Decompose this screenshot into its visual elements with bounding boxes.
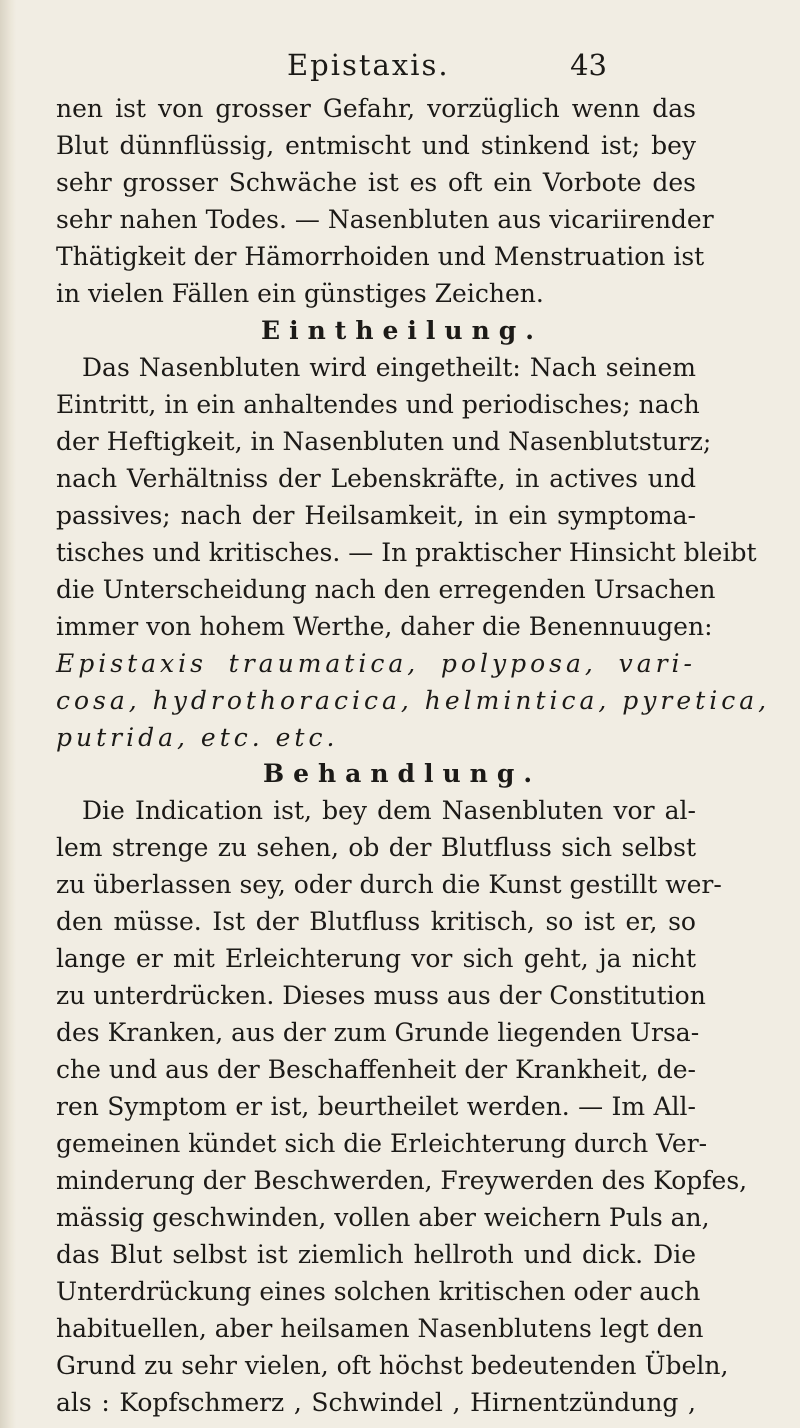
text-line: Das Nasenbluten wird eingetheilt: Nach seinem (82, 353, 696, 382)
text-line: Thätigkeit der Hämorrhoiden und Menstruation ist (56, 242, 705, 271)
text-line: immer von hohem Werthe, daher die Benennuugen: (56, 612, 713, 641)
text-line-italic: cosa, hydrothoracica, helmintica, pyretica, (56, 686, 771, 715)
section-heading-eintheilung: Eintheilung. (261, 316, 543, 345)
text-line: habituellen, aber heilsamen Nasenblutens legt den (56, 1314, 704, 1343)
text-line: lange er mit Erleichterung vor sich geht, ja nicht (56, 944, 696, 973)
text-line: tisches und kritisches. — In praktischer Hinsicht bleibt (56, 538, 757, 567)
text-line: minderung der Beschwerden, Freywerden des Kopfes, (56, 1166, 748, 1195)
text-line: den müsse. Ist der Blutfluss kritisch, so ist er, so (56, 907, 696, 936)
text-line: nach Verhältniss der Lebenskräfte, in actives und (56, 464, 696, 493)
text-line: nen ist von grosser Gefahr, vorzüglich wenn das (56, 94, 696, 123)
text-line: das Blut selbst ist ziemlich hellroth und dick. Die (56, 1240, 696, 1269)
section-heading-behandlung: Behandlung. (262, 759, 542, 788)
text-line: passives; nach der Heilsamkeit, in ein symptoma- (56, 501, 696, 530)
text-line: die Unterscheidung nach den erregenden Ursachen (56, 575, 716, 604)
text-line: mässig geschwinden, vollen aber weichern Puls an, (56, 1203, 710, 1232)
text-line: als : Kopfschmerz , Schwindel , Hirnentzündung , (56, 1388, 696, 1417)
text-line-italic: putrida, etc. etc. (56, 723, 339, 752)
text-line: Die Indication ist, bey dem Nasenbluten vor al- (82, 796, 696, 825)
text-line: zu überlassen sey, oder durch die Kunst gestillt wer- (56, 870, 722, 899)
running-title: Epistaxis. (287, 48, 450, 82)
text-line: ren Symptom er ist, beurtheilet werden. — Im All- (56, 1092, 696, 1121)
text-line-italic: Epistaxis traumatica, polyposa, vari- (56, 649, 696, 678)
text-line: des Kranken, aus der zum Grunde liegenden Ursa- (56, 1018, 700, 1047)
text-line: lem strenge zu sehen, ob der Blutfluss sich selbst (56, 833, 696, 862)
text-line: in vielen Fällen ein günstiges Zeichen. (56, 279, 544, 308)
text-line: Blut dünnflüssig, entmischt und stinkend ist; bey (56, 131, 696, 160)
running-header (287, 48, 607, 88)
text-line: sehr nahen Todes. — Nasenbluten aus vicariirender (56, 205, 714, 234)
text-line: Grund zu sehr vielen, oft höchst bedeutenden Übeln, (56, 1351, 729, 1380)
text-line: Unterdrückung eines solchen kritischen oder auch (56, 1277, 701, 1306)
text-line: gemeinen kündet sich die Erleichterung durch Ver- (56, 1129, 708, 1158)
text-line: zu unterdrücken. Dieses muss aus der Constitution (56, 981, 706, 1010)
text-line: che und aus der Beschaffenheit der Krankheit, de- (56, 1055, 696, 1084)
page-number: 43 (570, 48, 607, 82)
text-line: Eintritt, in ein anhaltendes und periodisches; nach (56, 390, 700, 419)
text-line: sehr grosser Schwäche ist es oft ein Vorbote des (56, 168, 696, 197)
text-line: der Heftigkeit, in Nasenbluten und Nasenblutsturz; (56, 427, 712, 456)
